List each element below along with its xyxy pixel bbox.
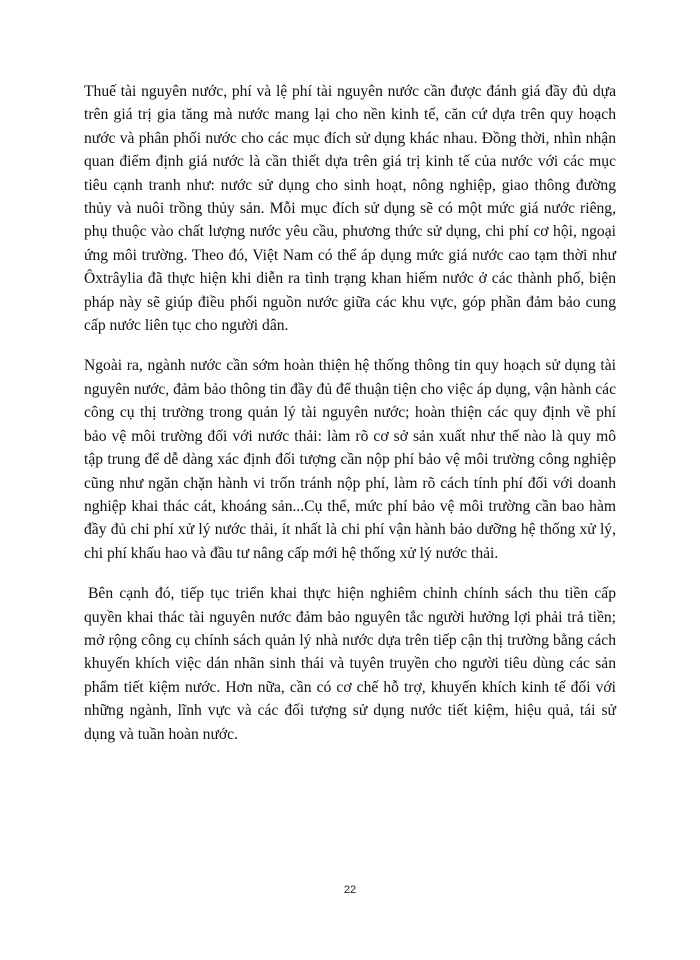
page-number: 22 xyxy=(343,884,357,896)
paragraph-information-system: Ngoài ra, ngành nước cần sớm hoàn thiện hệ thống thông tin quy hoạch sử dụng tài nguyên nước, đảm bảo thông tin đầy đủ để thuận tiện cho việc áp dụng, vận hành các công cụ thị trường trong quản lý tài nguyên nước; hoàn thiện các quy định về phí bảo vệ môi trường đối với nước thải: làm rõ cơ sở sản xuất như thế nào là quy mô tập trung để dễ dàng xác định đối tượng cần nộp phí bảo vệ môi trường công nghiệp cũng như ngăn chặn hành vi trốn tránh nộp phí, làm rõ cách tính phí đối với doanh nghiệp khai thác cát, khoáng sản...Cụ thể, mức phí bảo vệ môi trường cần bao hàm đầy đủ chi phí xử lý nước thải, ít nhất là chi phí vận hành bảo dưỡng hệ thống xử lý, chi phí khấu hao và đầu tư nâng cấp mới hệ thống xử lý nước thải. xyxy=(84,357,616,562)
paragraph-policy-implementation: Bên cạnh đó, tiếp tục triển khai thực hiện nghiêm chỉnh chính sách thu tiền cấp quyền khai thác tài nguyên nước đảm bảo nguyên tắc người hưởng lợi phải trả tiền; mở rộng công cụ chính sách quản lý nhà nước dựa trên tiếp cận thị trường bằng cách khuyến khích việc dán nhãn sinh thái và tuyên truyền cho người tiêu dùng các sản phẩm tiết kiệm nước. Hơn nữa, cần có cơ chế hỗ trợ, khuyến khích kinh tế đối với những ngành, lĩnh vực và các đối tượng sử dụng nước tiết kiệm, hiệu quả, tái sử dụng và tuần hoàn nước. xyxy=(84,585,616,743)
document-body xyxy=(84,80,616,763)
paragraph-water-tax: Thuế tài nguyên nước, phí và lệ phí tài nguyên nước cần được đánh giá đầy đủ dựa trên giá trị gia tăng mà nước mang lại cho nền kinh tế, căn cứ dựa trên quy hoạch nước và phân phối nước cho các mục đích sử dụng khác nhau. Đồng thời, nhìn nhận quan điểm định giá nước là cần thiết dựa trên giá trị kinh tế của nước với các mục tiêu cạnh tranh như: nước sử dụng cho sinh hoạt, nông nghiệp, giao thông đường thủy và nuôi trồng thủy sản. Mỗi mục đích sử dụng sẽ có một mức giá nước riêng, phụ thuộc vào chất lượng nước yêu cầu, phương thức sử dụng, chi phí cơ hội, ngoại ứng môi trường. Theo đó, Việt Nam có thể áp dụng mức giá nước cao tạm thời như Ôxtrâylia đã thực hiện khi diễn ra tình trạng khan hiếm nước ở các thành phố, biện pháp này sẽ giúp điều phối nguồn nước giữa các khu vực, góp phần đảm bảo cung cấp nước liên tục cho người dân. xyxy=(84,83,616,335)
